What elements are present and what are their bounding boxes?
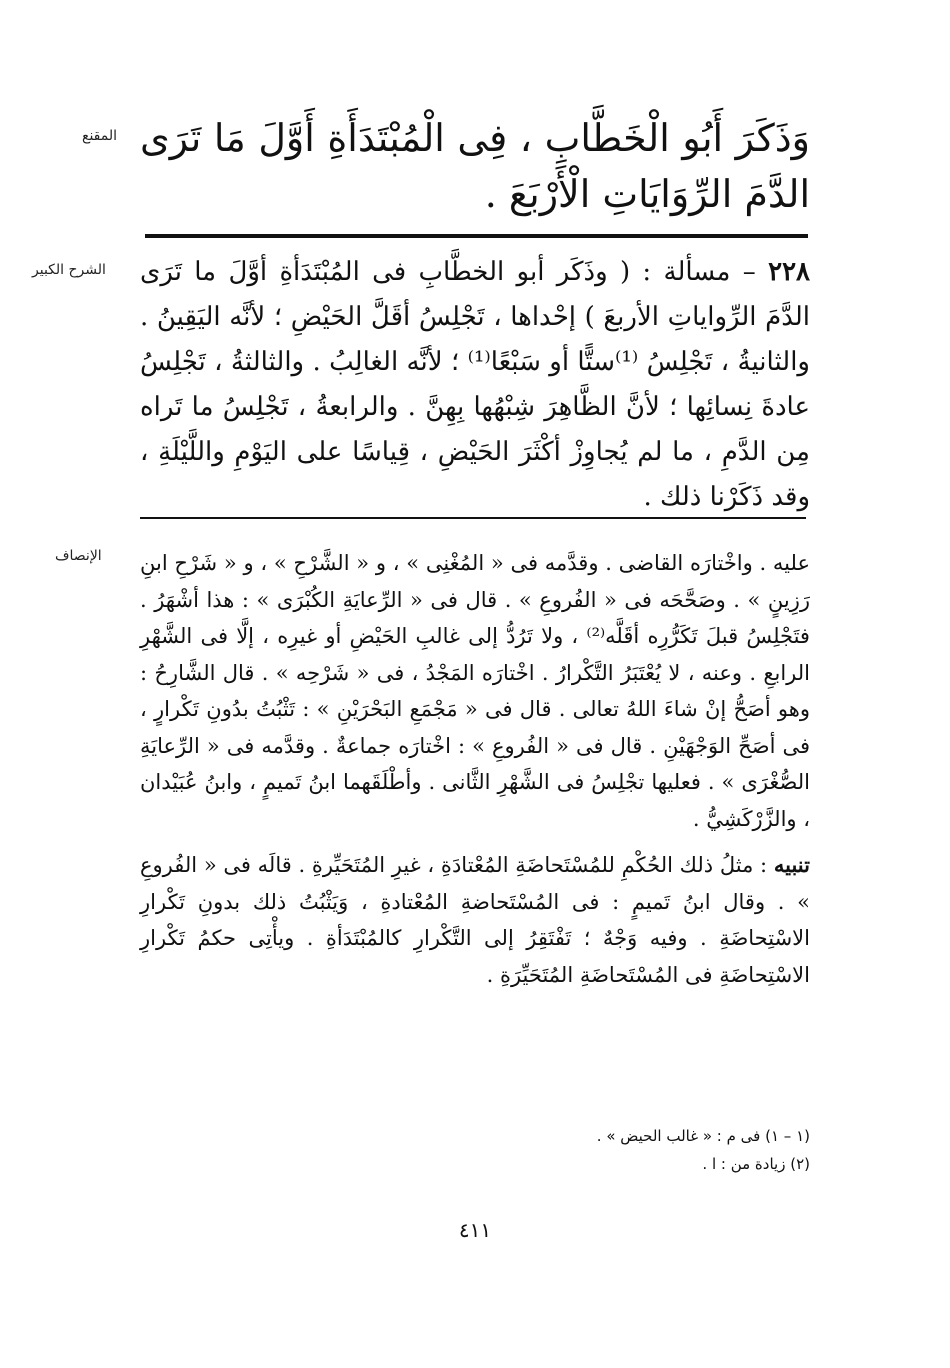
- insaf-paragraph-2: [140, 847, 810, 993]
- sharh-label: الشرح الكبير: [32, 262, 106, 278]
- muqni-text-block: [140, 110, 810, 222]
- tanbih-text: : مثلُ ذلك الحُكْمِ للمُسْتَحاضَةِ المُعْتادَةِ ، غيرِ المُتَحَيِّرةِ . قالَه فى « الفُروعِ » . وقال ابنُ تَميمٍ : فى المُسْتَحاضةِ المُعْتادةِ ، وَيَثْبُتُ ذلك بدونِ تَكْرارِ الاسْتِحاضَةِ . وفيه وَجْهٌ ؛ تَفْتَقِرُ إلى التَّكْرارِ كالمُبْتَدَأةِ . ويأْتِى حكمُ تَكْرارِ الاسْتِحاضَةِ فى المُسْتَحاضَةِ المُتَحَيِّرَةِ .: [140, 853, 810, 987]
- masala-number: ٢٢٨: [768, 257, 811, 287]
- insaf-paragraph-1: عليه . واخْتارَه القاضى . وقدَّمه فى « المُغْنِى » ، و « الشَّرْحِ » ، و « شَرْحِ ابنِ رَزِينٍ » . وصَحَّحَه فى « الفُروعِ » . قال فى « الرِّعايَةِ الكُبْرَى » : هذا أشْهَرُ . فتَجْلِسُ قبلَ تَكَرُّرِه أقَلَّه⁽²⁾ ، ولا تَرُدُّ إلى غالبِ الحَيْضِ أو غيرِه ، إلَّا فى الشَّهْرِ الرابعِ . وعنه ، لا يُعْتَبَرُ التَّكْرارُ . اخْتارَه المَجْدُ ، فى « شَرْحِه » . قال الشَّارِحُ : وهو أصَحُّ إنْ شاءَ اللهُ تعالى . قال فى « مَجْمَعِ البَحْرَيْنِ » : تَثْبُتُ بدُونِ تَكْرارٍ ، فى أصَحِّ الوَجْهَيْنِ . قال فى « الفُروعِ » : اخْتارَه جماعةٌ . وقدَّمه فى « الرِّعايَةِ الصُّغْرَى » . فعليها تجْلِسُ فى الشَّهْرِ الثَّانى . وأطْلَقَهما ابنُ تَميمٍ ، وابنُ عُبَيْدان ، والزَّرْكَشِيُّ .: [140, 551, 810, 831]
- thick-divider: [145, 234, 808, 238]
- footnotes: [380, 1122, 810, 1178]
- sharh-text-block: [140, 250, 810, 520]
- page-number: ٤١١: [458, 1218, 492, 1242]
- footnote-2: (٢) زيادة من : ا .: [702, 1155, 810, 1173]
- insaf-label: الإنصاف: [55, 548, 102, 564]
- muqni-label: المقنع: [82, 128, 118, 144]
- tanbih-label: تنبيه: [773, 852, 810, 877]
- sharh-text: – مسألة : ( وذَكَر أبو الخطَّابِ فى المُبْتَدَأةِ أوَّلَ ما تَرَى الدَّمَ الرِّواياتِ الأربعَ ) إحْداها ، تَجْلِسُ أقَلَّ الحَيْضِ ؛ لأنَّه اليَقِينُ . والثانيةُ ، تَجْلِسُ ⁽¹⁾ستًّا أو سَبْعًا⁽¹⁾ ؛ لأنَّه الغالِبُ . والثالثةُ ، تَجْلِسُ عادةَ نِسائِها ؛ لأنَّ الظَّاهِرَ شِبْهُها بِهِنَّ . والرابعةُ ، تَجْلِسُ ما تَراه مِن الدَّمِ ، ما لم يُجاوِزْ أكْثَرَ الحَيْضِ ، قِياسًا على اليَوْمِ واللَّيْلَةِ ، وقد ذَكَرْنا ذلك .: [140, 257, 810, 512]
- muqni-text: وَذَكَرَ أَبُو الْخَطَّابِ ، فِى الْمُبْتَدَأَةِ أَوَّلَ مَا تَرَى الدَّمَ الرِّوَايَاتِ الْأَرْبَعَ .: [140, 116, 810, 216]
- thin-divider: [140, 517, 806, 519]
- footnote-1: (١ – ١) فى م : « غالب الحيض » .: [596, 1127, 810, 1145]
- insaf-text-block: [140, 545, 810, 993]
- sharh-paragraph: [140, 250, 810, 520]
